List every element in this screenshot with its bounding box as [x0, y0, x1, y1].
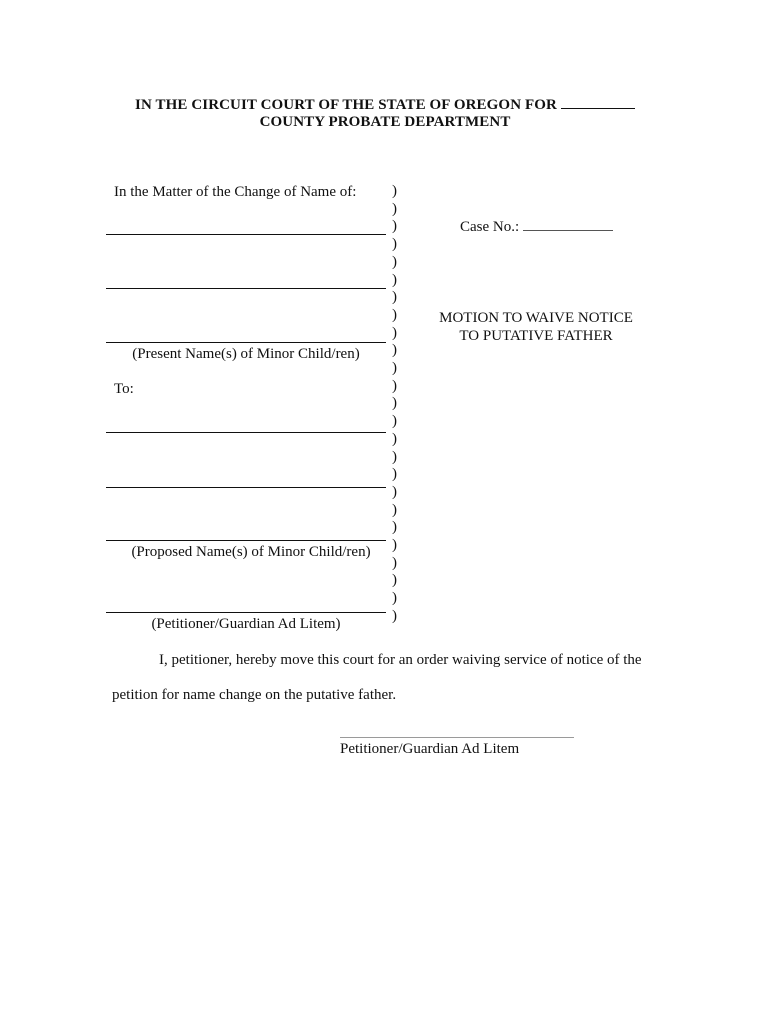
caption-paren: ): [392, 590, 397, 607]
caption-paren: ): [392, 342, 397, 359]
present-name-line-1[interactable]: [106, 234, 386, 235]
petitioner-line[interactable]: [106, 612, 386, 613]
caption-paren: ): [392, 430, 397, 447]
caption-paren: ): [392, 572, 397, 589]
court-header-text: IN THE CIRCUIT COURT OF THE STATE OF OREGON FOR: [135, 97, 557, 113]
matter-label: In the Matter of the Change of Name of:: [114, 184, 357, 200]
present-name-line-2[interactable]: [106, 288, 386, 289]
proposed-name-line-2[interactable]: [106, 487, 386, 488]
caption-paren: ): [392, 253, 397, 270]
caption-paren: ): [392, 200, 397, 217]
caption-paren: ): [392, 236, 397, 253]
county-blank-line[interactable]: [561, 96, 635, 109]
caption-paren: ): [392, 554, 397, 571]
caption-paren: ): [392, 377, 397, 394]
petitioner-label: (Petitioner/Guardian Ad Litem): [151, 616, 341, 632]
caption-paren: ): [392, 289, 397, 306]
present-name-line-3[interactable]: [106, 342, 386, 343]
present-names-label: (Present Name(s) of Minor Child/ren): [132, 346, 360, 362]
caption-paren: ): [392, 360, 397, 376]
motion-body-line2: petition for name change on the putative father.: [112, 687, 397, 703]
caption-paren: ): [392, 218, 397, 235]
caption-paren: ): [392, 466, 397, 483]
proposed-name-line-1[interactable]: [106, 432, 386, 433]
caption-paren: ): [392, 519, 397, 536]
caption-paren: ): [392, 501, 397, 518]
to-label: To:: [114, 381, 134, 397]
signature-label: Petitioner/Guardian Ad Litem: [340, 741, 520, 757]
case-number-field: [460, 219, 613, 236]
caption-paren: ): [392, 607, 397, 624]
caption-paren: ): [392, 537, 397, 553]
motion-title-line1: MOTION TO WAIVE NOTICE: [439, 310, 633, 326]
signature-line[interactable]: [340, 737, 574, 738]
proposed-name-line-3[interactable]: [106, 540, 386, 541]
caption-paren: ): [392, 271, 397, 288]
caption-paren: ): [392, 324, 397, 341]
proposed-names-label: (Proposed Name(s) of Minor Child/ren): [131, 544, 371, 560]
case-number-label: Case No.:: [460, 219, 520, 235]
motion-body-line1: I, petitioner, hereby move this court for an order waiving service of notice of the: [159, 652, 642, 668]
caption-paren: ): [392, 183, 397, 199]
motion-title-line2: TO PUTATIVE FATHER: [459, 328, 613, 344]
caption-paren: ): [392, 413, 397, 430]
caption-paren: ): [392, 483, 397, 500]
court-header-line2: COUNTY PROBATE DEPARTMENT: [259, 114, 511, 130]
caption-paren: ): [392, 395, 397, 412]
court-header-line1: [0, 96, 770, 114]
caption-paren: ): [392, 448, 397, 465]
caption-paren: ): [392, 306, 397, 323]
motion-title: [420, 309, 652, 345]
case-number-blank[interactable]: [523, 220, 613, 231]
